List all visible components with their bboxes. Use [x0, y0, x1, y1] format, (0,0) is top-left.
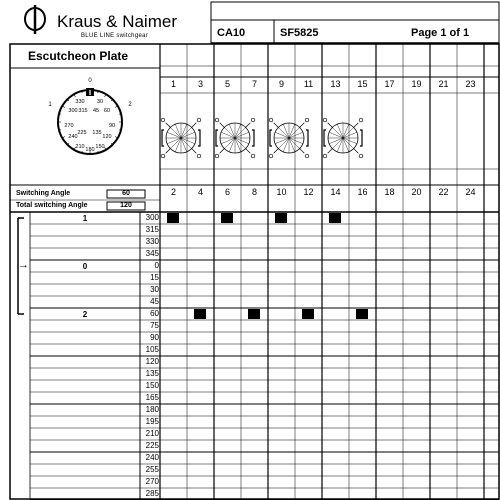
- terminal-top-11: 11: [303, 79, 314, 89]
- terminal-bottom-18: 18: [384, 187, 395, 197]
- dial-angle-label-225: 225: [77, 130, 87, 136]
- terminal-bottom-8: 8: [251, 187, 257, 197]
- position-label-0: 0: [82, 262, 88, 271]
- terminal-top-17: 17: [384, 79, 395, 89]
- dial-angle-label-240: 240: [68, 134, 78, 140]
- angle-cell-195: 195: [145, 417, 159, 426]
- dial-angle-label-120: 120: [102, 134, 112, 140]
- terminal-top-9: 9: [278, 79, 284, 89]
- dial-outer-label-1: 1: [48, 102, 52, 108]
- dial-angle-label-90: 90: [108, 123, 116, 129]
- total-switching-angle-value: 120: [120, 202, 132, 209]
- dial-angle-label-60: 60: [103, 108, 111, 114]
- terminal-bottom-22: 22: [438, 187, 449, 197]
- angle-cell-150: 150: [145, 381, 159, 390]
- dial-angle-label-210: 210: [75, 144, 85, 150]
- brand-name: Kraus & Naimer: [57, 12, 177, 31]
- angle-cell-225: 225: [145, 441, 159, 450]
- switching-angle-value: 60: [122, 190, 130, 197]
- terminal-bottom-6: 6: [224, 187, 230, 197]
- angle-cell-180: 180: [145, 405, 159, 414]
- dial-outer-label-2: 2: [128, 102, 132, 108]
- model-number: CA10: [217, 27, 246, 39]
- terminal-bottom-10: 10: [276, 187, 287, 197]
- dial-angle-label-180: 180: [85, 147, 95, 153]
- brand-tagline: BLUE LINE switchgear: [81, 33, 149, 39]
- terminal-bottom-2: 2: [170, 187, 176, 197]
- terminal-top-21: 21: [438, 79, 449, 89]
- off-position-arrow: →: [18, 259, 29, 271]
- escutcheon-title: Escutcheon Plate: [28, 49, 129, 63]
- terminal-bottom-24: 24: [465, 187, 476, 197]
- terminal-top-19: 19: [411, 79, 422, 89]
- terminal-bottom-4: 4: [197, 187, 203, 197]
- angle-cell-345: 345: [145, 249, 159, 258]
- switching-angle-label: Switching Angle: [16, 190, 71, 197]
- angle-cell-165: 165: [145, 393, 159, 402]
- terminal-top-3: 3: [197, 79, 203, 89]
- angle-cell-300: 300: [145, 213, 159, 222]
- angle-cell-15: 15: [150, 273, 159, 282]
- dial-angle-label-135: 135: [92, 130, 102, 136]
- position-label-2: 2: [82, 310, 88, 319]
- terminal-top-15: 15: [357, 79, 368, 89]
- terminal-top-23: 23: [465, 79, 476, 89]
- angle-cell-240: 240: [145, 453, 159, 462]
- drawing-number: SF5825: [280, 27, 319, 39]
- terminal-bottom-12: 12: [303, 187, 314, 197]
- terminal-bottom-14: 14: [330, 187, 341, 197]
- angle-cell-60: 60: [150, 309, 159, 318]
- page-indicator: Page 1 of 1: [411, 27, 470, 39]
- angle-cell-330: 330: [145, 237, 159, 246]
- dial-angle-label-270: 270: [64, 123, 74, 129]
- angle-cell-90: 90: [150, 333, 159, 342]
- angle-cell-315: 315: [145, 225, 159, 234]
- total-switching-angle-label: Total switching Angle: [16, 202, 88, 209]
- angle-cell-105: 105: [145, 345, 159, 354]
- dial-angle-label-150: 150: [95, 144, 105, 150]
- angle-cell-285: 285: [145, 489, 159, 498]
- angle-cell-135: 135: [145, 369, 159, 378]
- angle-cell-270: 270: [145, 477, 159, 486]
- terminal-top-1: 1: [170, 79, 176, 89]
- angle-cell-75: 75: [150, 321, 159, 330]
- angle-cell-255: 255: [145, 465, 159, 474]
- terminal-bottom-16: 16: [357, 187, 368, 197]
- dial-angle-label-45: 45: [92, 108, 100, 114]
- dial-angle-label-330: 330: [75, 99, 85, 105]
- angle-cell-0: 0: [154, 261, 159, 270]
- dial-angle-label-30: 30: [96, 99, 104, 105]
- terminal-top-5: 5: [224, 79, 230, 89]
- dial-outer-label-0: 0: [88, 78, 92, 84]
- terminal-top-7: 7: [251, 79, 257, 89]
- angle-cell-210: 210: [145, 429, 159, 438]
- position-label-1: 1: [82, 214, 88, 223]
- terminal-bottom-20: 20: [411, 187, 422, 197]
- angle-cell-30: 30: [150, 285, 159, 294]
- terminal-top-13: 13: [330, 79, 341, 89]
- angle-cell-120: 120: [145, 357, 159, 366]
- angle-cell-45: 45: [150, 297, 159, 306]
- dial-angle-label-300: 300: [68, 108, 78, 114]
- dial-angle-label-315: 315: [78, 108, 88, 114]
